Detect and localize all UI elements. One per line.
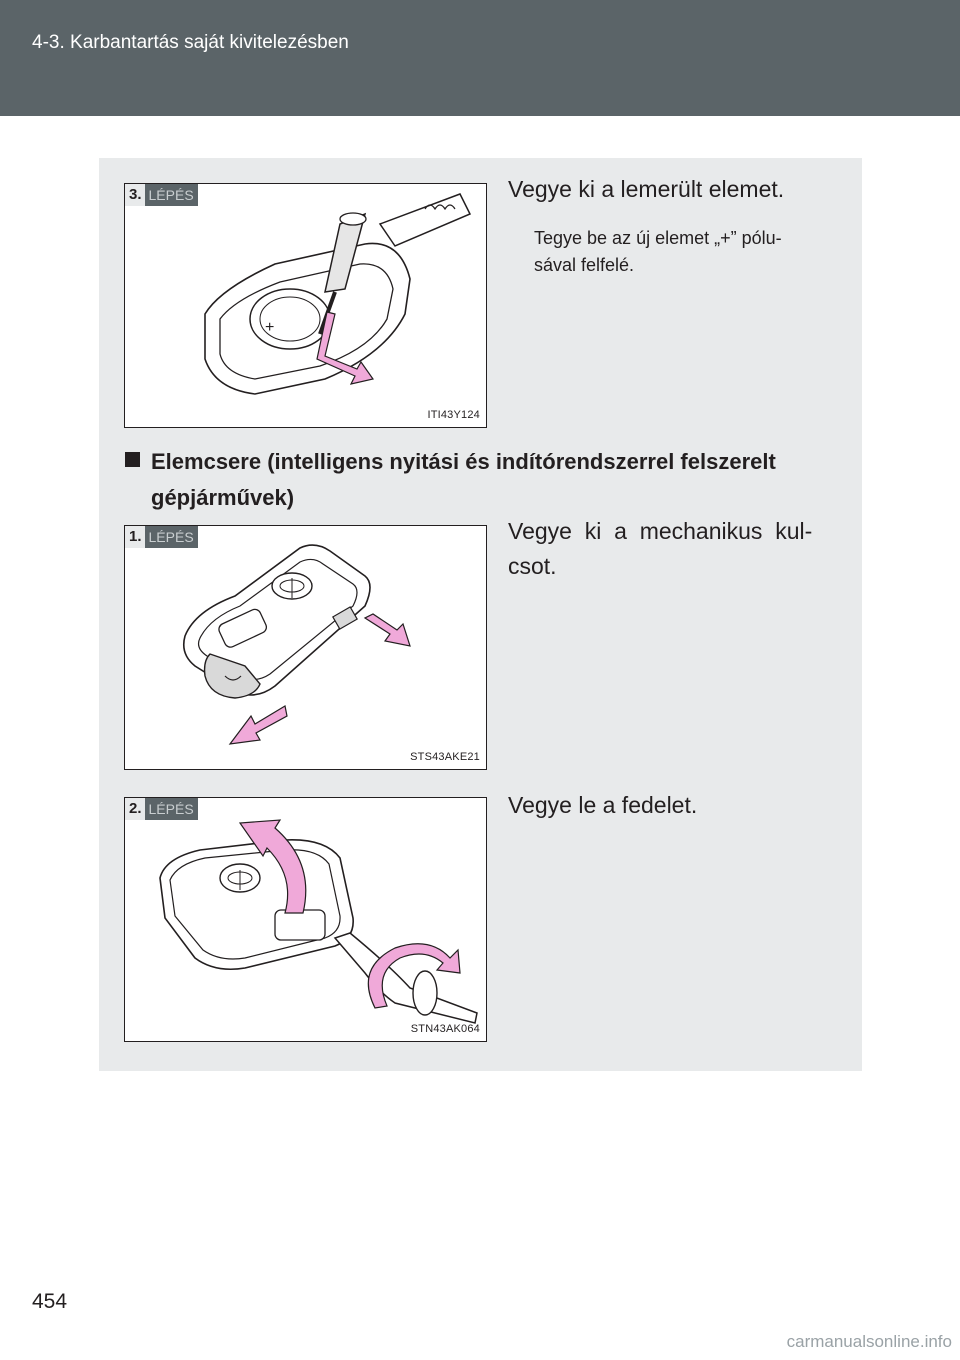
step-word: LÉPÉS — [145, 184, 198, 206]
step-badge — [125, 798, 198, 820]
page-number: 454 — [32, 1290, 68, 1313]
coin-battery — [250, 289, 330, 349]
step-2-figure — [124, 797, 487, 1042]
section-heading — [125, 444, 840, 516]
section-title: 4-3. Karbantartás saját kivitelezésben — [32, 32, 349, 53]
step-badge — [125, 184, 198, 206]
figure-code: STS43AKE21 — [410, 751, 480, 763]
mechanical-key-illustration — [125, 526, 486, 769]
battery-removal-illustration — [125, 184, 486, 427]
svg-text:+: + — [265, 319, 275, 336]
bullet-square-icon — [125, 452, 140, 467]
step-1-text-line1: Vegye ki a mechanikus kul- — [508, 518, 813, 544]
step-1-figure — [124, 525, 487, 770]
step-3-subtext-line2: sával felfelé. — [534, 255, 635, 275]
step-word: LÉPÉS — [145, 526, 198, 548]
release-arrow — [365, 614, 410, 646]
figure-code: STN43AK064 — [410, 1023, 480, 1035]
step-number: 2. — [125, 798, 145, 820]
step-2-text: Vegye le a fedelet. — [508, 792, 698, 818]
cover-removal-illustration — [125, 798, 486, 1041]
step-badge — [125, 526, 198, 548]
key-button — [275, 910, 325, 940]
watermark: carmanualsonline.info — [786, 1332, 952, 1351]
figure-code: ITI43Y124 — [427, 409, 480, 421]
step-3-subtext-line1: Tegye be az új elemet „+” pólu- — [534, 228, 782, 248]
heading-line1: Elemcsere (intelligens nyitási és indítórendszerrel felszerelt — [151, 449, 776, 474]
heading-line2: gépjárművek) — [151, 485, 295, 510]
pull-out-arrow — [230, 706, 287, 744]
key-blade — [380, 194, 470, 246]
step-3-figure — [124, 183, 487, 428]
step-word: LÉPÉS — [145, 798, 198, 820]
step-3-text: Vegye ki a lemerült elemet. — [508, 176, 785, 202]
step-number: 1. — [125, 526, 145, 548]
step-number: 3. — [125, 184, 145, 206]
step-1-text-line2: csot. — [508, 553, 557, 579]
page-header — [0, 0, 960, 116]
